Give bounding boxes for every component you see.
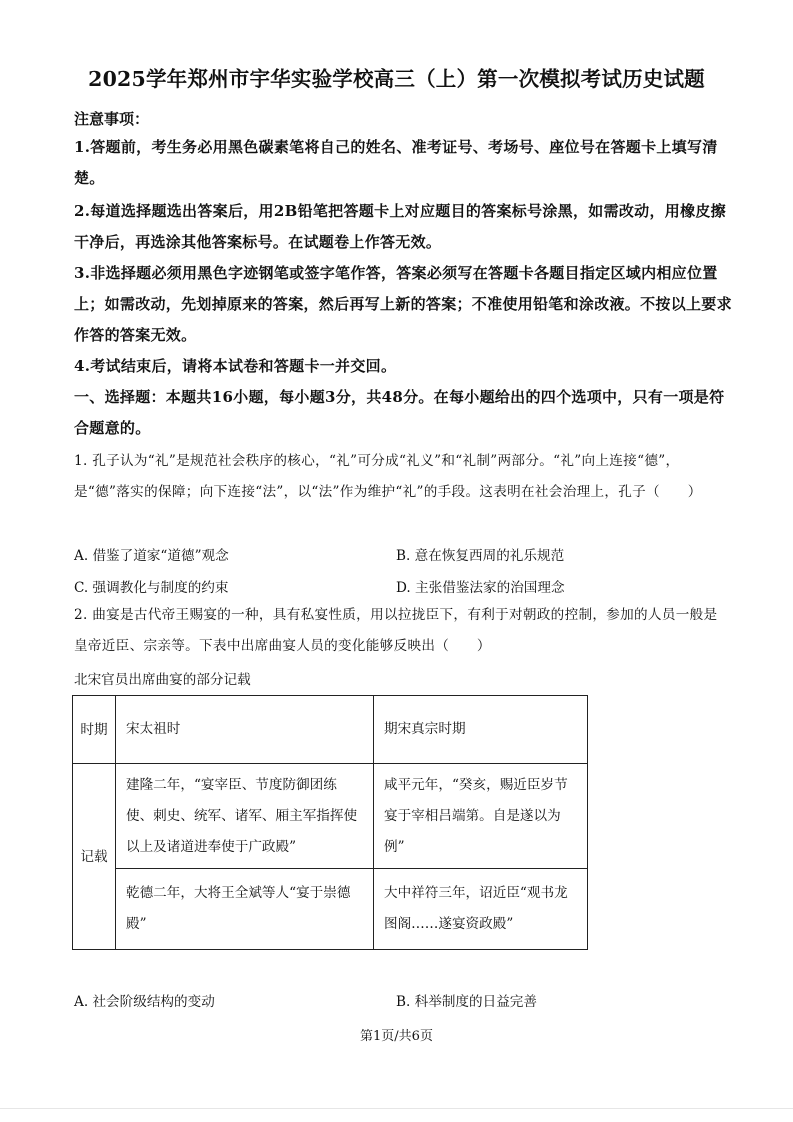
question-1-option-b[interactable]: B. 意在恢复西周的礼乐规范	[396, 548, 565, 564]
notice-heading: 注意事项：	[74, 110, 150, 128]
table-cell: 大中祥符三年，诏近臣“观书龙图阁……遂宴资政殿”	[374, 869, 588, 950]
table-row	[73, 764, 588, 869]
col-header-zhenzong: 期宋真宗时期	[374, 696, 588, 764]
page-title: 2025学年郑州市宇华实验学校高三（上）第一次模拟考试历史试题	[88, 67, 705, 91]
section-heading: 一、选择题：本题共16小题，每小题3分，共48分。在每小题给出的四个选项中，只有一项是符合题意的。	[74, 388, 725, 437]
question-2-option-b[interactable]: B. 科举制度的日益完善	[396, 994, 537, 1010]
table-caption: 北宋官员出席曲宴的部分记载	[74, 672, 251, 688]
table-cell: 建隆二年，“宴宰臣、节度防御团练使、刺史、统军、诸军、厢主军指挥使以上及诸道进奉使于广政殿”	[116, 764, 374, 869]
notice-item-4: 4.考试结束后，请将本试卷和答题卡一并交回。	[74, 357, 397, 375]
table-row	[73, 869, 588, 950]
question-1-option-a[interactable]: A. 借鉴了道家“道德”观念	[74, 548, 229, 564]
question-1-stem: 1. 孔子认为“礼”是规范社会秩序的核心，“礼”可分成“礼义”和“礼制”两部分。“礼”向上连接“德”，是“德”落实的保障；向下连接“法”，以“法”作为维护“礼”的手段。这表明在社会治理上，孔子（ ）	[74, 453, 702, 500]
notice-item-2: 2.每道选择题选出答案后，用2B铅笔把答题卡上对应题目的答案标号涂黑，如需改动，用橡皮擦干净后，再选涂其他答案标号。在试题卷上作答无效。	[74, 202, 726, 251]
notice-item-3: 3.非选择题必须用黑色字迹钢笔或签字笔作答，答案必须写在答题卡各题目指定区域内相应位置上；如需改动，先划掉原来的答案，然后再写上新的答案；不准使用铅笔和涂改液。不按以上要求作答的答案无效。	[74, 264, 732, 344]
page-number: 第1页/共6页	[360, 1029, 433, 1044]
question-1-option-c[interactable]: C. 强调教化与制度的约束	[74, 580, 229, 596]
record-label: 记载	[73, 764, 116, 950]
question-1-option-d[interactable]: D. 主张借鉴法家的治国理念	[396, 580, 565, 596]
question-2-stem: 2. 曲宴是古代帝王赐宴的一种，具有私宴性质，用以拉拢臣下，有利于对朝政的控制，参加的人员一般是皇帝近臣、宗亲等。下表中出席曲宴人员的变化能够反映出（ ）	[74, 607, 718, 654]
table-cell: 乾德二年，大将王全斌等人“宴于崇德殿”	[116, 869, 374, 950]
col-header-taizu: 宋太祖时	[116, 696, 374, 764]
table-header-row	[73, 696, 588, 764]
page-edge-divider	[0, 1108, 793, 1109]
banquet-record-table	[72, 695, 588, 950]
period-label: 时期	[73, 696, 116, 764]
table-cell: 咸平元年，“癸亥，赐近臣岁节宴于宰相吕端第。自是遂以为例”	[374, 764, 588, 869]
question-2-option-a[interactable]: A. 社会阶级结构的变动	[74, 994, 215, 1010]
notice-item-1: 1.答题前，考生务必用黑色碳素笔将自己的姓名、准考证号、考场号、座位号在答题卡上填写清楚。	[74, 138, 718, 187]
